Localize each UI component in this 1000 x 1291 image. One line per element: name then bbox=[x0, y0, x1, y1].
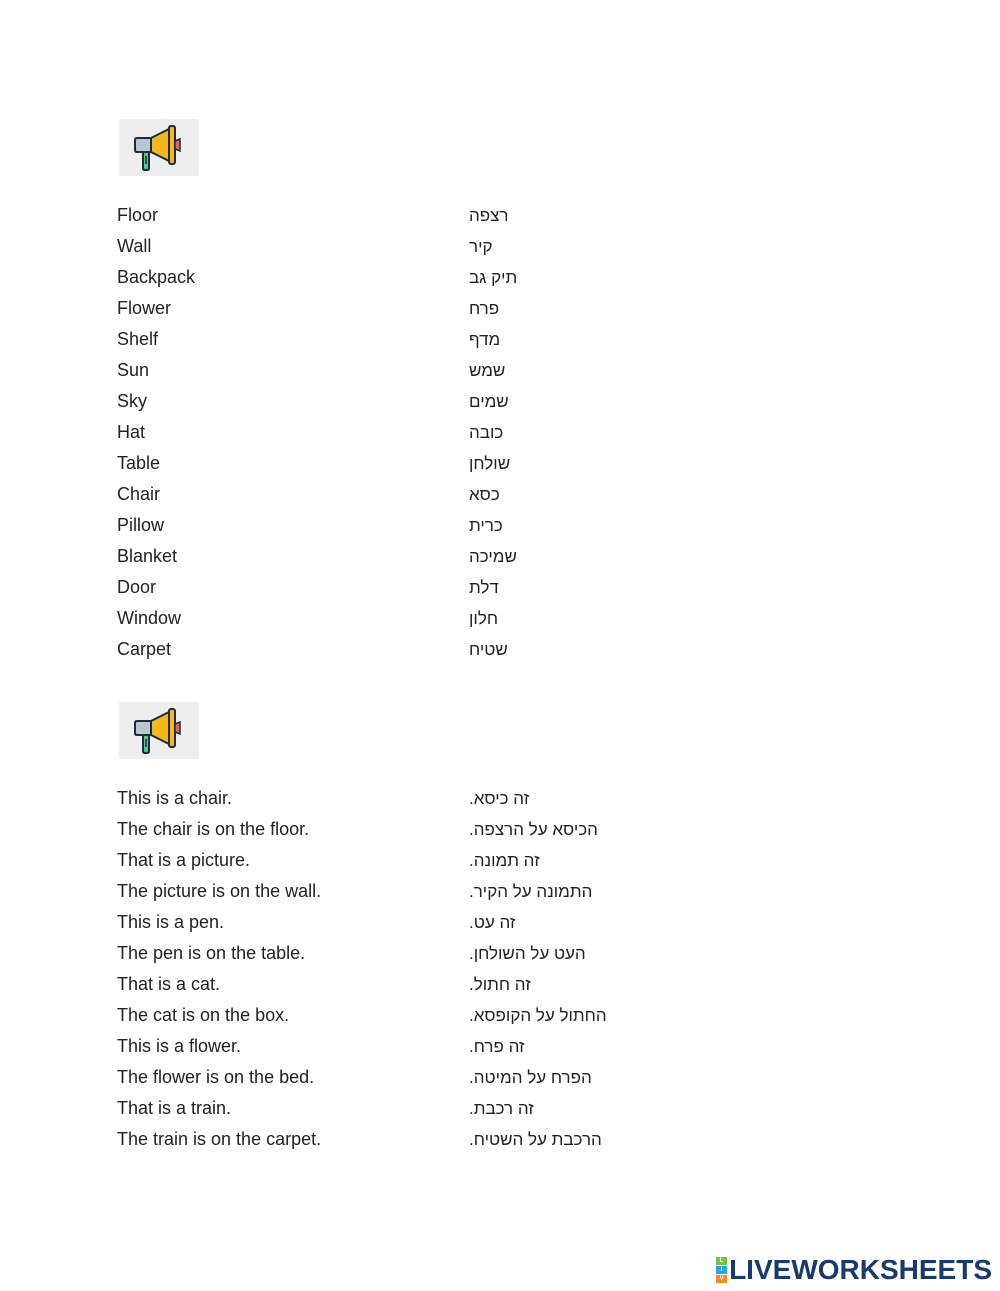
megaphone-icon bbox=[133, 707, 185, 755]
english-sentence: The picture is on the wall. bbox=[117, 881, 322, 901]
logo-text: LIVEWORKSHEETS bbox=[729, 1254, 992, 1285]
english-sentence: The pen is on the table. bbox=[117, 943, 306, 963]
hebrew-word: שמים bbox=[469, 392, 509, 411]
english-sentence: This is a chair. bbox=[117, 788, 233, 808]
hebrew-word: כסא bbox=[469, 485, 500, 504]
hebrew-sentence: זה חתול. bbox=[469, 975, 531, 994]
hebrew-sentence: הרכבת על השטיח. bbox=[469, 1130, 602, 1149]
hebrew-word: רצפה bbox=[469, 206, 509, 225]
english-word: Chair bbox=[117, 484, 161, 504]
english-word: Door bbox=[117, 577, 157, 597]
logo-block-i: I bbox=[716, 1266, 727, 1274]
liveworksheets-logo[interactable] bbox=[716, 1254, 992, 1286]
english-word: Wall bbox=[117, 236, 152, 256]
hebrew-word: מדף bbox=[469, 330, 501, 349]
english-word: Backpack bbox=[117, 267, 196, 287]
english-word: Sky bbox=[117, 391, 148, 411]
hebrew-word: שולחן bbox=[469, 454, 511, 473]
hebrew-word: כרית bbox=[469, 516, 503, 535]
hebrew-sentence: זה עט. bbox=[469, 913, 516, 932]
english-sentence: The cat is on the box. bbox=[117, 1005, 290, 1025]
hebrew-sentence: החתול על הקופסא. bbox=[469, 1006, 607, 1025]
english-word: Flower bbox=[117, 298, 172, 318]
logo-block-l: L bbox=[716, 1257, 727, 1265]
english-sentence: That is a cat. bbox=[117, 974, 221, 994]
english-word: Window bbox=[117, 608, 182, 628]
hebrew-word: שטיח bbox=[469, 640, 508, 659]
hebrew-word: שמיכה bbox=[469, 547, 517, 566]
hebrew-sentence: התמונה על הקיר. bbox=[469, 882, 593, 901]
english-sentence: The flower is on the bed. bbox=[117, 1067, 315, 1087]
english-sentence: This is a flower. bbox=[117, 1036, 242, 1056]
hebrew-word: תיק גב bbox=[469, 268, 518, 287]
english-word: Carpet bbox=[117, 639, 172, 659]
english-word: Floor bbox=[117, 205, 159, 225]
hebrew-sentence: זה רכבת. bbox=[469, 1099, 534, 1118]
english-sentence: This is a pen. bbox=[117, 912, 225, 932]
megaphone-icon bbox=[133, 124, 185, 172]
hebrew-sentence: זה תמונה. bbox=[469, 851, 540, 870]
english-sentence: The train is on the carpet. bbox=[117, 1129, 322, 1149]
logo-block-v: V bbox=[716, 1275, 727, 1283]
english-word: Table bbox=[117, 453, 161, 473]
hebrew-word: דלת bbox=[469, 578, 499, 597]
hebrew-sentence: זה פרח. bbox=[469, 1037, 525, 1056]
english-sentence: That is a picture. bbox=[117, 850, 251, 870]
english-word: Pillow bbox=[117, 515, 165, 535]
english-word: Sun bbox=[117, 360, 150, 380]
hebrew-word: כובה bbox=[469, 423, 504, 442]
hebrew-sentence: הכיסא על הרצפה. bbox=[469, 820, 598, 839]
logo-blocks bbox=[716, 1257, 727, 1283]
hebrew-sentence: הפרח על המיטה. bbox=[469, 1068, 592, 1087]
english-sentence: That is a train. bbox=[117, 1098, 232, 1118]
hebrew-word: קיר bbox=[469, 237, 493, 256]
english-word: Shelf bbox=[117, 329, 159, 349]
vocabulary-audio-button[interactable] bbox=[119, 119, 199, 176]
hebrew-sentence: זה כיסא. bbox=[469, 789, 530, 808]
hebrew-word: חלון bbox=[469, 609, 499, 628]
english-word: Blanket bbox=[117, 546, 178, 566]
english-word: Hat bbox=[117, 422, 146, 442]
hebrew-word: פרח bbox=[469, 299, 500, 318]
sentences-audio-button[interactable] bbox=[119, 702, 199, 759]
english-sentence: The chair is on the floor. bbox=[117, 819, 310, 839]
hebrew-sentence: העט על השולחן. bbox=[469, 944, 586, 963]
hebrew-word: שמש bbox=[469, 361, 506, 380]
